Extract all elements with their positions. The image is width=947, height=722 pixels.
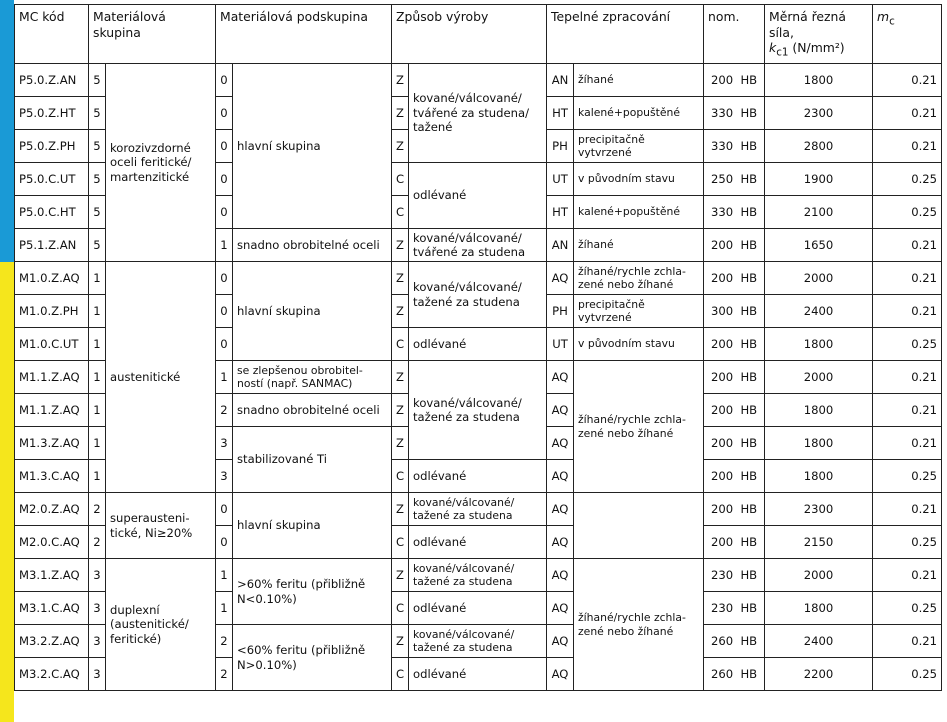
nom-unit: HB <box>740 303 758 318</box>
subgroup-number: 1 <box>216 559 233 592</box>
nom-value <box>704 262 765 295</box>
mc-symbol: m <box>877 9 890 24</box>
heat-description-empty <box>574 493 704 559</box>
nom-value <box>704 64 765 97</box>
nom-value <box>704 229 765 262</box>
kc1-value: 1800 <box>765 460 873 493</box>
subgroup-number: 2 <box>216 625 233 658</box>
manufacturing-code: Z <box>392 394 409 427</box>
mc-code: M3.2.C.AQ <box>15 658 89 691</box>
mc-value: 0.25 <box>873 592 942 625</box>
subgroup-description: >60% feritu (přibližně N<0.10%) <box>233 559 392 625</box>
mc-value: 0.25 <box>873 328 942 361</box>
heat-code: AQ <box>547 625 574 658</box>
mc-code: M3.1.Z.AQ <box>15 559 89 592</box>
manufacturing-description: odlévané <box>409 163 547 229</box>
manufacturing-code: Z <box>392 361 409 394</box>
kc1-value: 2800 <box>765 130 873 163</box>
mc-value: 0.21 <box>873 493 942 526</box>
nom-number: 200 <box>710 501 734 516</box>
nom-unit: HB <box>740 435 758 450</box>
heat-description: kalené+popuštěné <box>574 196 704 229</box>
mc-code: M2.0.Z.AQ <box>15 493 89 526</box>
kc1-value: 1900 <box>765 163 873 196</box>
cutting-force-table <box>14 4 942 691</box>
nom-unit: HB <box>740 171 758 186</box>
nom-value <box>704 460 765 493</box>
heat-code: AQ <box>547 361 574 394</box>
nom-number: 200 <box>710 237 734 252</box>
kc1-value: 2100 <box>765 196 873 229</box>
mc-code: M1.0.Z.AQ <box>15 262 89 295</box>
header-material-subgroup: Materiálová podskupina <box>216 5 392 64</box>
mc-value: 0.21 <box>873 262 942 295</box>
manufacturing-code: Z <box>392 130 409 163</box>
table-row <box>15 493 942 526</box>
nom-value <box>704 625 765 658</box>
group-number: 3 <box>89 625 106 658</box>
kc1-value: 1800 <box>765 64 873 97</box>
mc-value: 0.25 <box>873 163 942 196</box>
heat-code: UT <box>547 163 574 196</box>
manufacturing-description: odlévané <box>409 328 547 361</box>
manufacturing-code: C <box>392 196 409 229</box>
nom-number: 200 <box>710 435 734 450</box>
subgroup-number: 0 <box>216 493 233 526</box>
group-description: austenitické <box>106 262 216 493</box>
nom-unit: HB <box>740 501 758 516</box>
nom-number: 200 <box>710 270 734 285</box>
nom-value <box>704 493 765 526</box>
mc-code: M3.1.C.AQ <box>15 592 89 625</box>
group-number: 2 <box>89 493 106 526</box>
group-number: 3 <box>89 658 106 691</box>
manufacturing-code: Z <box>392 229 409 262</box>
heat-description: žíhané <box>574 229 704 262</box>
nom-number: 250 <box>710 171 734 186</box>
nom-unit: HB <box>740 468 758 483</box>
group-number: 5 <box>89 64 106 97</box>
nom-value <box>704 328 765 361</box>
mc-code: M1.0.Z.PH <box>15 295 89 328</box>
heat-code: AQ <box>547 592 574 625</box>
kc1-value: 2400 <box>765 625 873 658</box>
subgroup-number: 0 <box>216 97 233 130</box>
mc-code: M1.1.Z.AQ <box>15 394 89 427</box>
manufacturing-code: C <box>392 460 409 493</box>
kc1-value: 1650 <box>765 229 873 262</box>
nom-number: 300 <box>710 303 734 318</box>
austenitic-color-bar <box>0 262 14 722</box>
nom-number: 200 <box>710 369 734 384</box>
header-nom: nom. <box>704 5 765 64</box>
manufacturing-code: C <box>392 328 409 361</box>
manufacturing-description: odlévané <box>409 592 547 625</box>
heat-code: PH <box>547 295 574 328</box>
header-mc <box>873 5 942 64</box>
group-number: 1 <box>89 427 106 460</box>
mc-code: P5.0.C.HT <box>15 196 89 229</box>
manufacturing-code: Z <box>392 559 409 592</box>
nom-unit: HB <box>740 402 758 417</box>
nom-unit: HB <box>740 666 758 681</box>
mc-code: P5.1.Z.AN <box>15 229 89 262</box>
kc1-value: 1800 <box>765 394 873 427</box>
nom-unit: HB <box>740 138 758 153</box>
subgroup-number: 3 <box>216 460 233 493</box>
kc1-value: 2400 <box>765 295 873 328</box>
nom-value <box>704 427 765 460</box>
mc-value: 0.21 <box>873 427 942 460</box>
mc-value: 0.21 <box>873 394 942 427</box>
nom-value <box>704 295 765 328</box>
heat-code: AQ <box>547 658 574 691</box>
heat-description: žíhané/rychle zchla- zené nebo žíhané <box>574 262 704 295</box>
nom-unit: HB <box>740 369 758 384</box>
heat-description: precipitačně vytvrzené <box>574 130 704 163</box>
subgroup-description: stabilizované Ti <box>233 427 392 493</box>
header-heat-treatment: Tepelné zpracování <box>547 5 704 64</box>
kc1-unit: (N/mm²) <box>792 40 845 55</box>
heat-code: HT <box>547 97 574 130</box>
nom-number: 200 <box>710 336 734 351</box>
manufacturing-code: C <box>392 526 409 559</box>
manufacturing-description: kované/válcované/ tažené za studena <box>409 262 547 328</box>
subgroup-number: 2 <box>216 394 233 427</box>
manufacturing-code: C <box>392 163 409 196</box>
nom-number: 260 <box>710 633 734 648</box>
heat-code: AQ <box>547 460 574 493</box>
heat-code: AN <box>547 229 574 262</box>
mc-value: 0.21 <box>873 361 942 394</box>
subgroup-number: 0 <box>216 526 233 559</box>
mc-value: 0.21 <box>873 625 942 658</box>
heat-code: AQ <box>547 394 574 427</box>
subgroup-number: 0 <box>216 295 233 328</box>
nom-value <box>704 559 765 592</box>
manufacturing-description: kované/válcované/ tažené za studena <box>409 625 547 658</box>
nom-number: 200 <box>710 468 734 483</box>
table-row <box>15 559 942 592</box>
subgroup-number: 0 <box>216 130 233 163</box>
nom-value <box>704 394 765 427</box>
heat-description: precipitačně vytvrzené <box>574 295 704 328</box>
group-number: 5 <box>89 196 106 229</box>
header-material-group: Materiálová skupina <box>89 5 216 64</box>
nom-unit: HB <box>740 105 758 120</box>
heat-code: AQ <box>547 262 574 295</box>
kc1-value: 2000 <box>765 559 873 592</box>
kc1-value: 2000 <box>765 361 873 394</box>
manufacturing-code: Z <box>392 427 409 460</box>
header-mc-code: MC kód <box>15 5 89 64</box>
mc-value: 0.21 <box>873 559 942 592</box>
subgroup-description: hlavní skupina <box>233 493 392 559</box>
nom-unit: HB <box>740 270 758 285</box>
subgroup-description: hlavní skupina <box>233 64 392 229</box>
mc-code: M1.0.C.UT <box>15 328 89 361</box>
subgroup-number: 0 <box>216 163 233 196</box>
nom-unit: HB <box>740 204 758 219</box>
mc-sub: c <box>889 15 895 28</box>
group-description: superausteni- tické, Ni≥20% <box>106 493 216 559</box>
mc-code: M3.2.Z.AQ <box>15 625 89 658</box>
group-number: 1 <box>89 394 106 427</box>
manufacturing-description: kované/válcované/ tažené za studena <box>409 493 547 526</box>
mc-code: M1.3.C.AQ <box>15 460 89 493</box>
nom-value <box>704 130 765 163</box>
table-row <box>15 262 942 295</box>
group-number: 1 <box>89 328 106 361</box>
group-number: 3 <box>89 559 106 592</box>
nom-unit: HB <box>740 534 758 549</box>
manufacturing-description: kované/válcované/ tažené za studena <box>409 361 547 460</box>
header-kc1 <box>765 5 873 64</box>
kc1-value: 2000 <box>765 262 873 295</box>
group-number: 5 <box>89 163 106 196</box>
group-description: korozivzdorné oceli feritické/ martenzitické <box>106 64 216 262</box>
group-number: 1 <box>89 262 106 295</box>
heat-description: v původním stavu <box>574 328 704 361</box>
subgroup-number: 1 <box>216 229 233 262</box>
table-row <box>15 64 942 97</box>
subgroup-description: <60% feritu (přibližně N>0.10%) <box>233 625 392 691</box>
group-description: duplexní (austenitické/ feritické) <box>106 559 216 691</box>
kc1-value: 2300 <box>765 493 873 526</box>
kc1-sub: c1 <box>776 46 789 59</box>
stainless-ferritic-color-bar <box>0 0 14 262</box>
mc-code: M2.0.C.AQ <box>15 526 89 559</box>
nom-number: 230 <box>710 567 734 582</box>
group-number: 5 <box>89 229 106 262</box>
kc1-value: 2300 <box>765 97 873 130</box>
mc-code: M1.3.Z.AQ <box>15 427 89 460</box>
subgroup-number: 0 <box>216 64 233 97</box>
manufacturing-description: kované/válcované/ tvářené za studena/ tažené <box>409 64 547 163</box>
subgroup-number: 0 <box>216 196 233 229</box>
mc-value: 0.21 <box>873 97 942 130</box>
heat-code: UT <box>547 328 574 361</box>
group-number: 1 <box>89 295 106 328</box>
heat-code: AQ <box>547 493 574 526</box>
nom-number: 200 <box>710 402 734 417</box>
kc1-value: 2150 <box>765 526 873 559</box>
nom-value <box>704 196 765 229</box>
manufacturing-code: Z <box>392 262 409 295</box>
manufacturing-description: odlévané <box>409 658 547 691</box>
mc-code: P5.0.Z.AN <box>15 64 89 97</box>
manufacturing-code: Z <box>392 97 409 130</box>
subgroup-description: snadno obrobitelné oceli <box>233 229 392 262</box>
mc-value: 0.21 <box>873 295 942 328</box>
manufacturing-code: Z <box>392 493 409 526</box>
kc1-value: 2200 <box>765 658 873 691</box>
manufacturing-code: Z <box>392 625 409 658</box>
heat-description: žíhané <box>574 64 704 97</box>
nom-unit: HB <box>740 72 758 87</box>
nom-value <box>704 658 765 691</box>
group-number: 1 <box>89 460 106 493</box>
nom-value <box>704 592 765 625</box>
nom-unit: HB <box>740 336 758 351</box>
mc-value: 0.25 <box>873 526 942 559</box>
heat-description: v původním stavu <box>574 163 704 196</box>
manufacturing-description: odlévané <box>409 460 547 493</box>
manufacturing-code: C <box>392 592 409 625</box>
nom-unit: HB <box>740 633 758 648</box>
mc-code: P5.0.C.UT <box>15 163 89 196</box>
manufacturing-code: C <box>392 658 409 691</box>
heat-code: AQ <box>547 427 574 460</box>
mc-value: 0.21 <box>873 130 942 163</box>
nom-number: 330 <box>710 138 734 153</box>
group-number: 2 <box>89 526 106 559</box>
nom-number: 260 <box>710 666 734 681</box>
heat-description: žíhané/rychle zchla- zené nebo žíhané <box>574 361 704 493</box>
nom-unit: HB <box>740 237 758 252</box>
nom-unit: HB <box>740 567 758 582</box>
nom-unit: HB <box>740 600 758 615</box>
group-number: 3 <box>89 592 106 625</box>
kc1-symbol: k <box>769 40 777 55</box>
group-number: 5 <box>89 130 106 163</box>
subgroup-description: hlavní skupina <box>233 262 392 361</box>
mc-code: M1.1.Z.AQ <box>15 361 89 394</box>
subgroup-number: 0 <box>216 262 233 295</box>
manufacturing-description: kované/válcované/ tvářené za studena <box>409 229 547 262</box>
subgroup-number: 1 <box>216 592 233 625</box>
mc-code: P5.0.Z.PH <box>15 130 89 163</box>
kc1-value: 1800 <box>765 427 873 460</box>
group-number: 1 <box>89 361 106 394</box>
manufacturing-code: Z <box>392 64 409 97</box>
nom-value <box>704 163 765 196</box>
manufacturing-description: kované/válcované/ tažené za studena <box>409 559 547 592</box>
header-row <box>15 5 942 64</box>
mc-value: 0.21 <box>873 229 942 262</box>
mc-value: 0.25 <box>873 460 942 493</box>
kc1-value: 1800 <box>765 328 873 361</box>
nom-value <box>704 526 765 559</box>
group-number: 5 <box>89 97 106 130</box>
heat-description: kalené+popuštěné <box>574 97 704 130</box>
nom-number: 200 <box>710 534 734 549</box>
nom-number: 330 <box>710 204 734 219</box>
mc-value: 0.25 <box>873 196 942 229</box>
heat-code: PH <box>547 130 574 163</box>
subgroup-number: 1 <box>216 361 233 394</box>
mc-value: 0.21 <box>873 64 942 97</box>
kc1-value: 1800 <box>765 592 873 625</box>
subgroup-description: snadno obrobitelné oceli <box>233 394 392 427</box>
manufacturing-code: Z <box>392 295 409 328</box>
heat-code: AN <box>547 64 574 97</box>
subgroup-number: 3 <box>216 427 233 460</box>
manufacturing-description: odlévané <box>409 526 547 559</box>
nom-value <box>704 97 765 130</box>
kc1-prefix: Měrná řezná síla, <box>769 9 847 40</box>
subgroup-number: 0 <box>216 328 233 361</box>
heat-code: AQ <box>547 559 574 592</box>
subgroup-description: se zlepšenou obrobitel- ností (např. SANMAC) <box>233 361 392 394</box>
heat-code: HT <box>547 196 574 229</box>
subgroup-number: 2 <box>216 658 233 691</box>
nom-value <box>704 361 765 394</box>
nom-number: 230 <box>710 600 734 615</box>
nom-number: 330 <box>710 105 734 120</box>
heat-code: AQ <box>547 526 574 559</box>
header-manufacturing: Způsob výroby <box>392 5 547 64</box>
mc-code: P5.0.Z.HT <box>15 97 89 130</box>
mc-value: 0.25 <box>873 658 942 691</box>
nom-number: 200 <box>710 72 734 87</box>
heat-description: žíhané/rychle zchla- zené nebo žíhané <box>574 559 704 691</box>
